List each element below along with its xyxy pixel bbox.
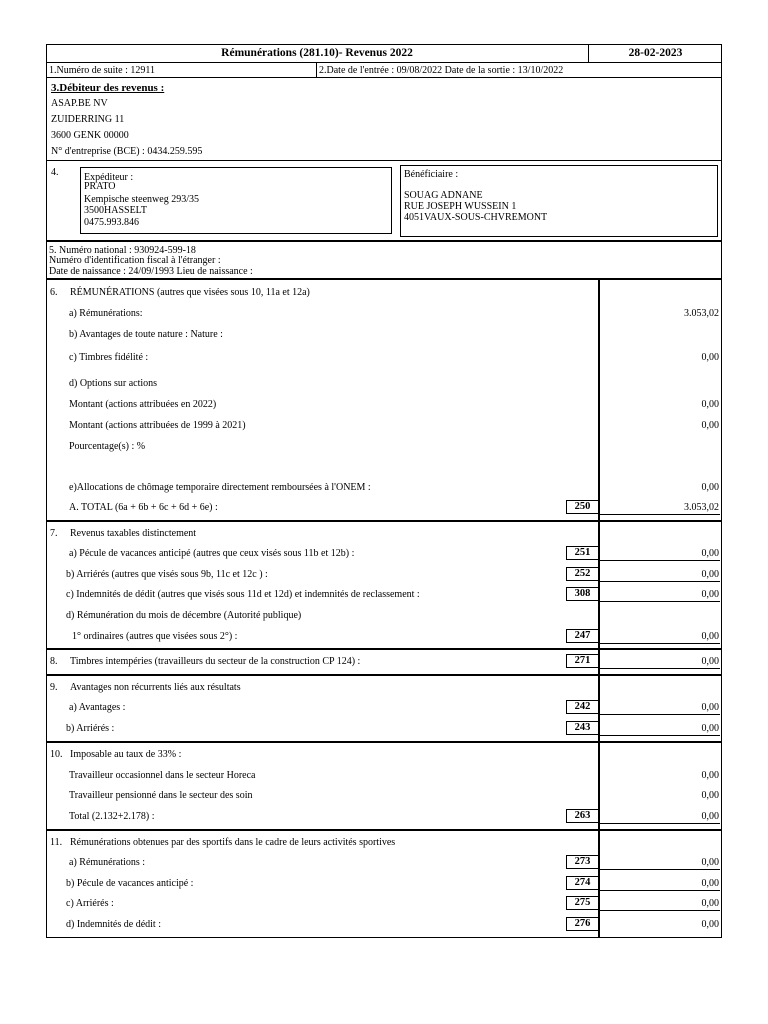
- s7-c-value: 0,00: [701, 589, 719, 600]
- s11-d-label: d) Indemnités de dédit :: [66, 919, 161, 930]
- s9-b-code: 243: [566, 721, 599, 735]
- s11-b-code: 274: [566, 876, 599, 890]
- s6-d1-label: Montant (actions attribuées en 2022): [69, 399, 217, 410]
- header-divider: [46, 62, 722, 63]
- s6-total-underline: [600, 514, 720, 515]
- s11-c-value: 0,00: [701, 898, 719, 909]
- s6-e-value: 0,00: [701, 482, 719, 493]
- section10-divider: [46, 741, 722, 743]
- s11-b-label: b) Pécule de vacances anticipé :: [66, 878, 194, 889]
- beneficiary-city: 4051VAUX-SOUS-CHVREMONT: [404, 212, 548, 223]
- beneficiary-label: Bénéficiaire :: [404, 169, 459, 180]
- section8-title: Timbres intempéries (travailleurs du secteur de la construction CP 124) :: [70, 656, 361, 667]
- section11-title: Rémunérations obtenues par des sportifs dans le cadre de leurs activités sportives: [70, 837, 396, 848]
- section8-divider: [46, 648, 722, 650]
- birth-info: Date de naissance : 24/09/1993 Lieu de naissance :: [49, 266, 253, 277]
- s9-b-label: b) Arriérés :: [66, 723, 115, 734]
- s6-percentage-label: Pourcentage(s) : %: [69, 441, 146, 452]
- s6-d1-value: 0,00: [701, 399, 719, 410]
- s9-a-code: 242: [566, 700, 599, 714]
- s10-total-label: Total (2.132+2.178) :: [69, 811, 155, 822]
- s6-total-value: 3.053,02: [684, 502, 719, 513]
- s7-b-underline: [600, 581, 720, 582]
- s6-d2-label: Montant (actions attribuées de 1999 à 2021): [69, 420, 246, 431]
- s7-b-value: 0,00: [701, 569, 719, 580]
- s7-c-code: 308: [566, 587, 599, 601]
- section9-title: Avantages non récurrents liés aux résultats: [70, 682, 241, 693]
- form-title: Rémunérations (281.10)- Revenus 2022: [221, 47, 413, 59]
- s9-b-value: 0,00: [701, 723, 719, 734]
- s6-total-code: 250: [566, 500, 599, 514]
- section10-number: 10.: [50, 749, 63, 760]
- section11-number: 11.: [50, 837, 63, 848]
- section7-number: 7.: [50, 528, 58, 539]
- section9-divider: [46, 674, 722, 676]
- s9-a-value: 0,00: [701, 702, 719, 713]
- s9-a-label: a) Avantages :: [69, 702, 126, 713]
- s7-b-code: 252: [566, 567, 599, 581]
- fiscal-id: Numéro d'identification fiscal à l'étranger :: [49, 255, 221, 266]
- s7-a-label: a) Pécule de vacances anticipé (autres que ceux visés sous 11b et 12b) :: [69, 548, 355, 559]
- section5-divider: [46, 240, 722, 242]
- s10-care-label: Travailleur pensionné dans le secteur des soin: [69, 790, 253, 801]
- s8-code: 271: [566, 654, 599, 668]
- s7-c-underline: [600, 601, 720, 602]
- beneficiary-name: SOUAG ADNANE: [404, 190, 483, 201]
- s10-total-code: 263: [566, 809, 599, 823]
- section4-divider: [46, 160, 722, 161]
- section8-number: 8.: [50, 656, 58, 667]
- section6-title: RÉMUNÉRATIONS (autres que visées sous 10, 11a et 12a): [70, 287, 310, 298]
- section6-number: 6.: [50, 287, 58, 298]
- s6-d2-value: 0,00: [701, 420, 719, 431]
- section11-divider: [46, 829, 722, 831]
- s6-e-label: e)Allocations de chômage temporaire directement remboursées à l'ONEM :: [69, 482, 371, 493]
- s6-c-label: c) Timbres fidélité :: [69, 352, 149, 363]
- sender-street: Kempische steenweg 293/35: [84, 194, 199, 205]
- sender-label: Expéditeur :: [84, 172, 134, 183]
- s8-underline: [600, 668, 720, 669]
- s8-value: 0,00: [701, 656, 719, 667]
- s11-c-label: c) Arriérés :: [66, 898, 114, 909]
- section9-number: 9.: [50, 682, 58, 693]
- s7-d1-underline: [600, 643, 720, 644]
- s11-a-underline: [600, 869, 720, 870]
- header-col-divider-2: [316, 62, 317, 77]
- s7-c-label: c) Indemnités de dédit (autres que visés sous 11d et 12d) et indemnités de reclassement :: [66, 589, 420, 600]
- s11-d-code: 276: [566, 917, 599, 931]
- s11-c-code: 275: [566, 896, 599, 910]
- s6-c-value: 0,00: [701, 352, 719, 363]
- debtor-name: ASAP.BE NV: [51, 98, 108, 109]
- section7-title: Revenus taxables distinctement: [70, 528, 197, 539]
- s6-total-label: A. TOTAL (6a + 6b + 6c + 6d + 6e) :: [69, 502, 218, 513]
- s11-b-underline: [600, 890, 720, 891]
- section6-divider: [46, 278, 722, 280]
- header-divider-2: [46, 77, 722, 78]
- s11-a-value: 0,00: [701, 857, 719, 868]
- s10-total-underline: [600, 823, 720, 824]
- s7-d1-label: 1° ordinaires (autres que visées sous 2°) :: [72, 631, 238, 642]
- s11-a-label: a) Rémunérations :: [69, 857, 146, 868]
- beneficiary-street: RUE JOSEPH WUSSEIN 1: [404, 201, 517, 212]
- s11-b-value: 0,00: [701, 878, 719, 889]
- s10-horeca-label: Travailleur occasionnel dans le secteur Horeca: [69, 770, 256, 781]
- debtor-street: ZUIDERRING 11: [51, 114, 125, 125]
- s10-horeca-value: 0,00: [701, 770, 719, 781]
- section4-number: 4.: [51, 167, 59, 178]
- s7-d1-code: 247: [566, 629, 599, 643]
- s11-d-value: 0,00: [701, 919, 719, 930]
- value-column-border: [598, 279, 600, 938]
- entry-exit-dates: 2.Date de l'entrée : 09/08/2022 Date de la sortie : 13/10/2022: [319, 65, 564, 76]
- section10-title: Imposable au taux de 33% :: [70, 749, 182, 760]
- s7-d1-value: 0,00: [701, 631, 719, 642]
- sender-phone: 0475.993.846: [84, 217, 139, 228]
- s6-a-label: a) Rémunérations:: [69, 308, 143, 319]
- s7-a-code: 251: [566, 546, 599, 560]
- s11-a-code: 273: [566, 855, 599, 869]
- debtor-city: 3600 GENK 00000: [51, 130, 129, 141]
- sender-city: 3500HASSELT: [84, 205, 147, 216]
- s6-a-value: 3.053,02: [684, 308, 719, 319]
- sender-name: PRATO: [84, 181, 116, 192]
- s11-c-underline: [600, 910, 720, 911]
- s9-a-underline: [600, 714, 720, 715]
- s7-a-underline: [600, 560, 720, 561]
- s6-d-label: d) Options sur actions: [69, 378, 158, 389]
- s10-care-value: 0,00: [701, 790, 719, 801]
- s7-a-value: 0,00: [701, 548, 719, 559]
- serial-number: 1.Numéro de suite : 12911: [49, 65, 156, 76]
- section7-divider: [46, 520, 722, 522]
- s9-b-underline: [600, 735, 720, 736]
- s6-b-label: b) Avantages de toute nature : Nature :: [69, 329, 223, 340]
- debtor-heading: 3.Débiteur des revenus :: [51, 82, 165, 94]
- s10-total-value: 0,00: [701, 811, 719, 822]
- s7-b-label: b) Arriérés (autres que visés sous 9b, 11c et 12c ) :: [66, 569, 268, 580]
- s7-d-label: d) Rémunération du mois de décembre (Autorité publique): [66, 610, 302, 621]
- debtor-company-number: N° d'entreprise (BCE) : 0434.259.595: [51, 146, 203, 157]
- form-date: 28-02-2023: [628, 47, 683, 59]
- national-number: 5. Numéro national : 930924-599-18: [49, 245, 196, 256]
